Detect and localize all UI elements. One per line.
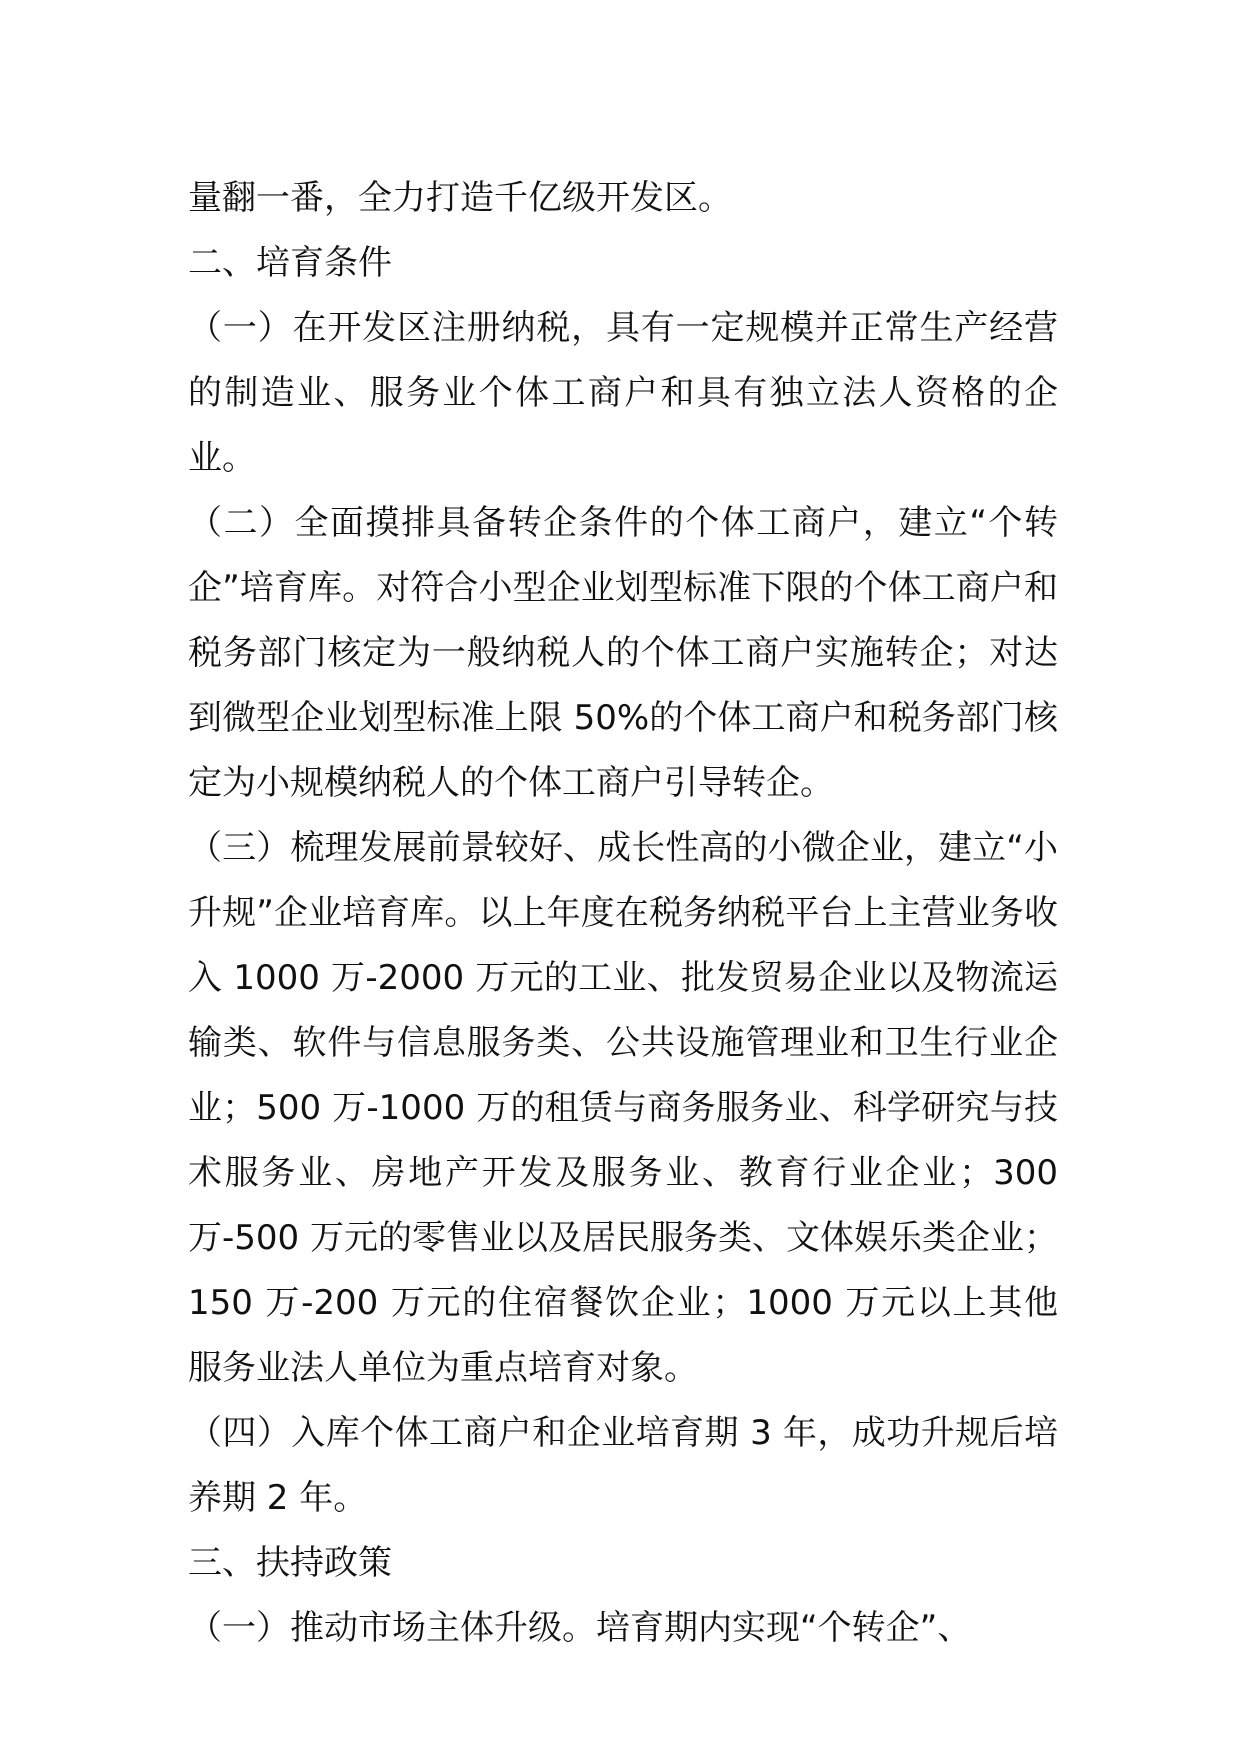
section-heading-cultivation-conditions: 二、培育条件 [188,243,392,283]
section-heading-support-policies: 三、扶持政策 [188,1543,392,1583]
paragraph-condition-4: （四）入库个体工商户和企业培育期 3 年，成功升规后培养期 2 年。 [188,1413,1058,1518]
document-body [188,166,1058,1661]
paragraph-condition-3: （三）梳理发展前景较好、成长性高的小微企业，建立“小升规”企业培育库。以上年度在税务纳税平台上主营业务收入 1000 万-2000 万元的工业、批发贸易企业以及物流运输类、软件与信息服务类、公共设施管理业和卫生行业企业；500 万-1000 万的租赁与商务服务业、科学研究与技术服务业、房地产开发及服务业、教育行业企业；300 万-500 万元的零售业以及居民服务类、文体娱乐类企业；150 万-200 万元的住宿餐饮企业；1000 万元以上其他服务业法人单位为重点培育对象。 [188,828,1058,1388]
paragraph-condition-2: （二）全面摸排具备转企条件的个体工商户，建立“个转企”培育库。对符合小型企业划型标准下限的个体工商户和税务部门核定为一般纳税人的个体工商户实施转企；对达到微型企业划型标准上限 50%的个体工商户和税务部门核定为小规模纳税人的个体工商户引导转企。 [188,503,1058,803]
paragraph-condition-1: （一）在开发区注册纳税，具有一定规模并正常生产经营的制造业、服务业个体工商户和具有独立法人资格的企业。 [188,308,1058,478]
paragraph-policy-1: （一）推动市场主体升级。培育期内实现“个转企”、 [188,1608,972,1648]
paragraph-continuation: 量翻一番，全力打造千亿级开发区。 [188,178,732,218]
